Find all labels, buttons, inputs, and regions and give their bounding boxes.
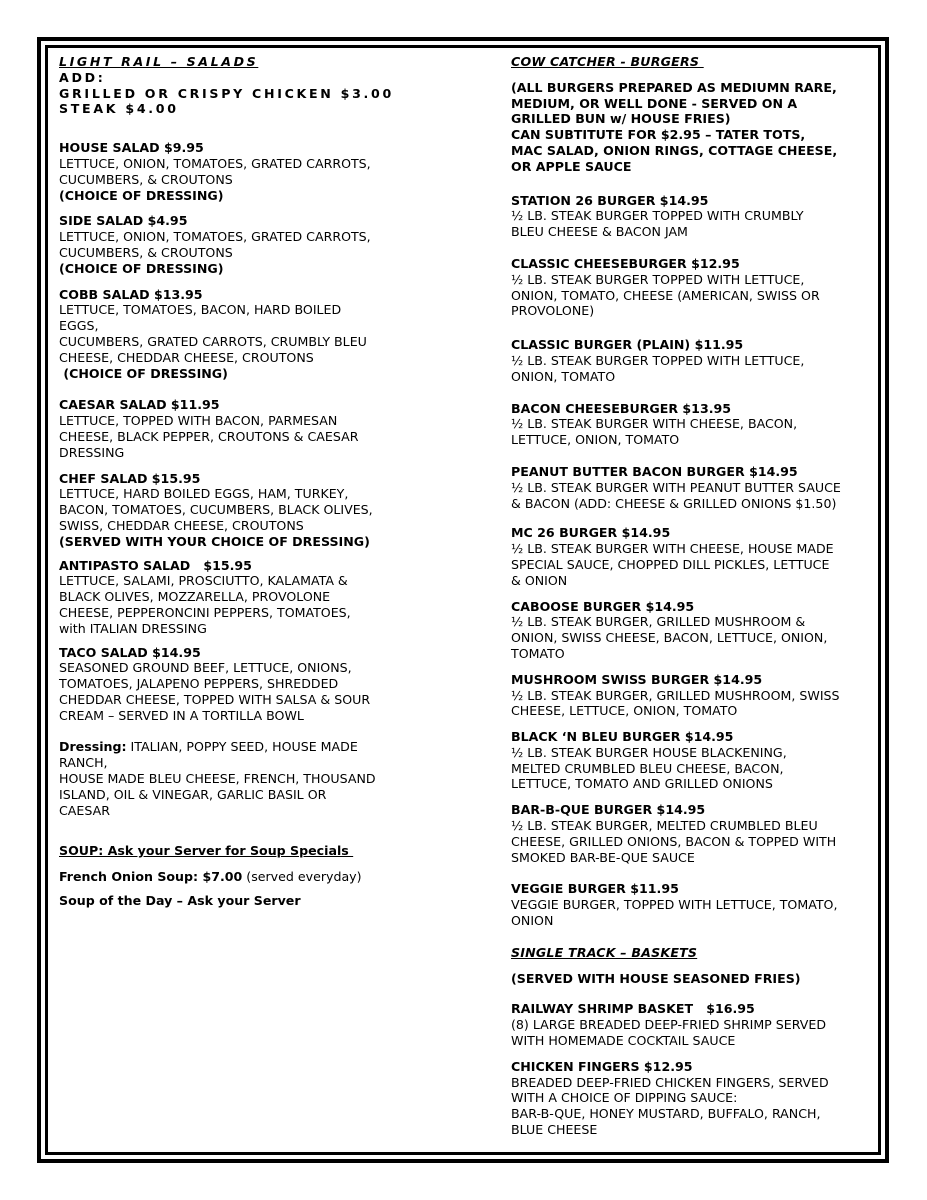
menu-item-station-26-burger	[511, 193, 883, 240]
item-name: CLASSIC BURGER (PLAIN) $11.95	[511, 337, 744, 353]
menu-item-chef-salad	[59, 471, 479, 550]
item-name: CAESAR SALAD $11.95	[59, 397, 220, 413]
item-desc: VEGGIE BURGER, TOPPED WITH LETTUCE, TOMATO, ONION	[511, 897, 838, 929]
menu-item-bar-b-que-burger	[511, 802, 883, 865]
item-desc: ½ LB. STEAK BURGER WITH PEANUT BUTTER SAUCE & BACON (ADD: CHEESE & GRILLED ONIONS $1.50)	[511, 479, 841, 511]
item-name: MUSHROOM SWISS BURGER $14.95	[511, 671, 763, 687]
item-desc: ½ LB. STEAK BURGER WITH CHEESE, BACON, LETTUCE, ONION, TOMATO	[511, 416, 798, 448]
burgers-heading: COW CATCHER - BURGERS	[511, 54, 704, 69]
dressing-list: ITALIAN, POPPY SEED, HOUSE MADE RANCH, HOUSE MADE BLEU CHEESE, FRENCH, THOUSAND ISLAND, OIL & VINEGAR, GARLIC BASIL OR CAESAR	[59, 739, 376, 818]
item-note: (SERVED WITH YOUR CHOICE OF DRESSING)	[59, 533, 370, 549]
menu-item-taco-salad	[59, 645, 479, 724]
item-desc: ½ LB. STEAK BURGER WITH CHEESE, HOUSE MADE SPECIAL SAUCE, CHOPPED DILL PICKLES, LETTUCE & ONION	[511, 541, 834, 588]
dressing-label: Dressing:	[59, 739, 127, 755]
baskets-heading: SINGLE TRACK – BASKETS	[511, 944, 698, 960]
item-name: VEGGIE BURGER $11.95	[511, 881, 679, 897]
item-desc: ½ LB. STEAK BURGER, GRILLED MUSHROOM, SWISS CHEESE, LETTUCE, ONION, TOMATO	[511, 687, 840, 719]
item-name: PEANUT BUTTER BACON BURGER $14.95	[511, 463, 798, 479]
item-name: RAILWAY SHRIMP BASKET $16.95	[511, 1001, 755, 1017]
french-onion-label: French Onion Soup: $7.00	[59, 869, 243, 885]
menu-item-caboose-burger	[511, 599, 883, 662]
menu-item-veggie-burger	[511, 881, 883, 928]
item-desc: BREADED DEEP-FRIED CHICKEN FINGERS, SERVED WITH A CHOICE OF DIPPING SAUCE: BAR-B-QUE, HONEY MUSTARD, BUFFALO, RANCH, BLUE CHEESE	[511, 1074, 829, 1138]
french-onion-soup	[59, 869, 479, 885]
item-name: MC 26 BURGER $14.95	[511, 525, 671, 541]
item-name: COBB SALAD $13.95	[59, 286, 203, 302]
item-name: CHICKEN FINGERS $12.95	[511, 1058, 693, 1074]
item-note: (CHOICE OF DRESSING)	[59, 187, 224, 203]
item-desc: ½ LB. STEAK BURGER HOUSE BLACKENING, MELTED CRUMBLED BLEU CHEESE, BACON, LETTUCE, TOMATO AND GRILLED ONIONS	[511, 744, 787, 792]
item-name: SIDE SALAD $4.95	[59, 213, 188, 229]
menu-item-mushroom-swiss-burger	[511, 672, 883, 719]
item-name: CHEF SALAD $15.95	[59, 470, 201, 486]
item-desc: LETTUCE, ONION, TOMATOES, GRATED CARROTS, CUCUMBERS, & CROUTONS	[59, 155, 371, 187]
menu-item-black-n-bleu-burger	[511, 729, 883, 792]
menu-item-antipasto-salad	[59, 558, 479, 637]
menu-item-side-salad	[59, 213, 479, 276]
item-note: (CHOICE OF DRESSING)	[59, 260, 224, 276]
item-name: CABOOSE BURGER $14.95	[511, 598, 695, 614]
menu-item-chicken-fingers	[511, 1059, 883, 1138]
item-desc: LETTUCE, TOPPED WITH BACON, PARMESAN CHEESE, BLACK PEPPER, CROUTONS & CAESAR DRESSING	[59, 413, 359, 460]
dressing-options	[59, 739, 479, 818]
item-desc: LETTUCE, TOMATOES, BACON, HARD BOILED EGGS, CUCUMBERS, GRATED CARROTS, CRUMBLY BLEU CHEESE, CHEDDAR CHEESE, CROUTONS	[59, 302, 367, 365]
item-desc: ½ LB. STEAK BURGER, GRILLED MUSHROOM & ONION, SWISS CHEESE, BACON, LETTUCE, ONION, TOMATO	[511, 614, 828, 661]
menu-item-mc-26-burger	[511, 525, 883, 588]
item-note: (CHOICE OF DRESSING)	[59, 365, 228, 381]
item-desc: ½ LB. STEAK BURGER TOPPED WITH CRUMBLY BLEU CHEESE & BACON JAM	[511, 208, 804, 240]
add-line-2: GRILLED OR CRISPY CHICKEN $3.00	[59, 85, 394, 101]
item-name: CLASSIC CHEESEBURGER $12.95	[511, 255, 740, 271]
item-desc: SEASONED GROUND BEEF, LETTUCE, ONIONS, TOMATOES, JALAPENO PEPPERS, SHREDDED CHEDDAR CHEESE, TOPPED WITH SALSA & SOUR CREAM – SERVED IN A TORTILLA BOWL	[59, 660, 371, 723]
burgers-column	[511, 54, 883, 1138]
item-desc: ½ LB. STEAK BURGER TOPPED WITH LETTUCE, ONION, TOMATO, CHEESE (AMERICAN, SWISS OR PROVOLONE)	[511, 271, 820, 319]
add-line-3: STEAK $4.00	[59, 101, 179, 117]
item-desc: ½ LB. STEAK BURGER, MELTED CRUMBLED BLEU CHEESE, GRILLED ONIONS, BACON & TOPPED WITH SMOKED BAR-BE-QUE SAUCE	[511, 818, 837, 865]
item-desc: LETTUCE, HARD BOILED EGGS, HAM, TURKEY, BACON, TOMATOES, CUCUMBERS, BLACK OLIVES, SWISS, CHEDDAR CHEESE, CROUTONS	[59, 486, 373, 533]
item-name: HOUSE SALAD $9.95	[59, 140, 204, 156]
menu-item-railway-shrimp-basket	[511, 1001, 883, 1048]
item-name: ANTIPASTO SALAD $15.95	[59, 557, 252, 573]
soup-heading: SOUP: Ask your Server for Soup Specials	[59, 843, 354, 859]
item-desc: ½ LB. STEAK BURGER TOPPED WITH LETTUCE, ONION, TOMATO	[511, 352, 805, 384]
menu-item-peanut-butter-bacon-burger	[511, 464, 883, 511]
salads-column	[59, 54, 479, 909]
menu-item-caesar-salad	[59, 397, 479, 460]
soup-of-the-day: Soup of the Day – Ask your Server	[59, 893, 301, 909]
item-name: BAR-B-QUE BURGER $14.95	[511, 802, 706, 818]
menu-item-cobb-salad	[59, 287, 479, 382]
menu-item-classic-burger-plain	[511, 337, 883, 384]
item-desc: LETTUCE, ONION, TOMATOES, GRATED CARROTS, CUCUMBERS, & CROUTONS	[59, 229, 371, 260]
item-name: BLACK ‘N BLEU BURGER $14.95	[511, 729, 734, 745]
item-name: STATION 26 BURGER $14.95	[511, 192, 709, 208]
salads-heading: LIGHT RAIL – SALADS	[59, 54, 259, 69]
item-desc: LETTUCE, SALAMI, PROSCIUTTO, KALAMATA & BLACK OLIVES, MOZZARELLA, PROVOLONE CHEESE, PEPPERONCINI PEPPERS, TOMATOES, with ITALIAN DRESSING	[59, 573, 351, 636]
baskets-note: (SERVED WITH HOUSE SEASONED FRIES)	[511, 970, 801, 986]
add-line-1: ADD:	[59, 69, 106, 85]
item-desc: (8) LARGE BREADED DEEP-FRIED SHRIMP SERVED WITH HOMEMADE COCKTAIL SAUCE	[511, 1017, 827, 1049]
burgers-intro: (ALL BURGERS PREPARED AS MEDIUMN RARE, MEDIUM, OR WELL DONE - SERVED ON A GRILLED BUN w/ HOUSE FRIES) CAN SUBTITUTE FOR $2.95 – TATER TOTS, MAC SALAD, ONION RINGS, COTTAGE CHEESE, OR APPLE SAUCE	[511, 79, 838, 174]
item-name: BACON CHEESEBURGER $13.95	[511, 400, 732, 416]
item-name: TACO SALAD $14.95	[59, 644, 201, 660]
menu-item-bacon-cheeseburger	[511, 401, 883, 448]
french-onion-note: (served everyday)	[242, 869, 362, 885]
menu-item-house-salad	[59, 140, 479, 203]
menu-item-classic-cheeseburger	[511, 256, 883, 319]
